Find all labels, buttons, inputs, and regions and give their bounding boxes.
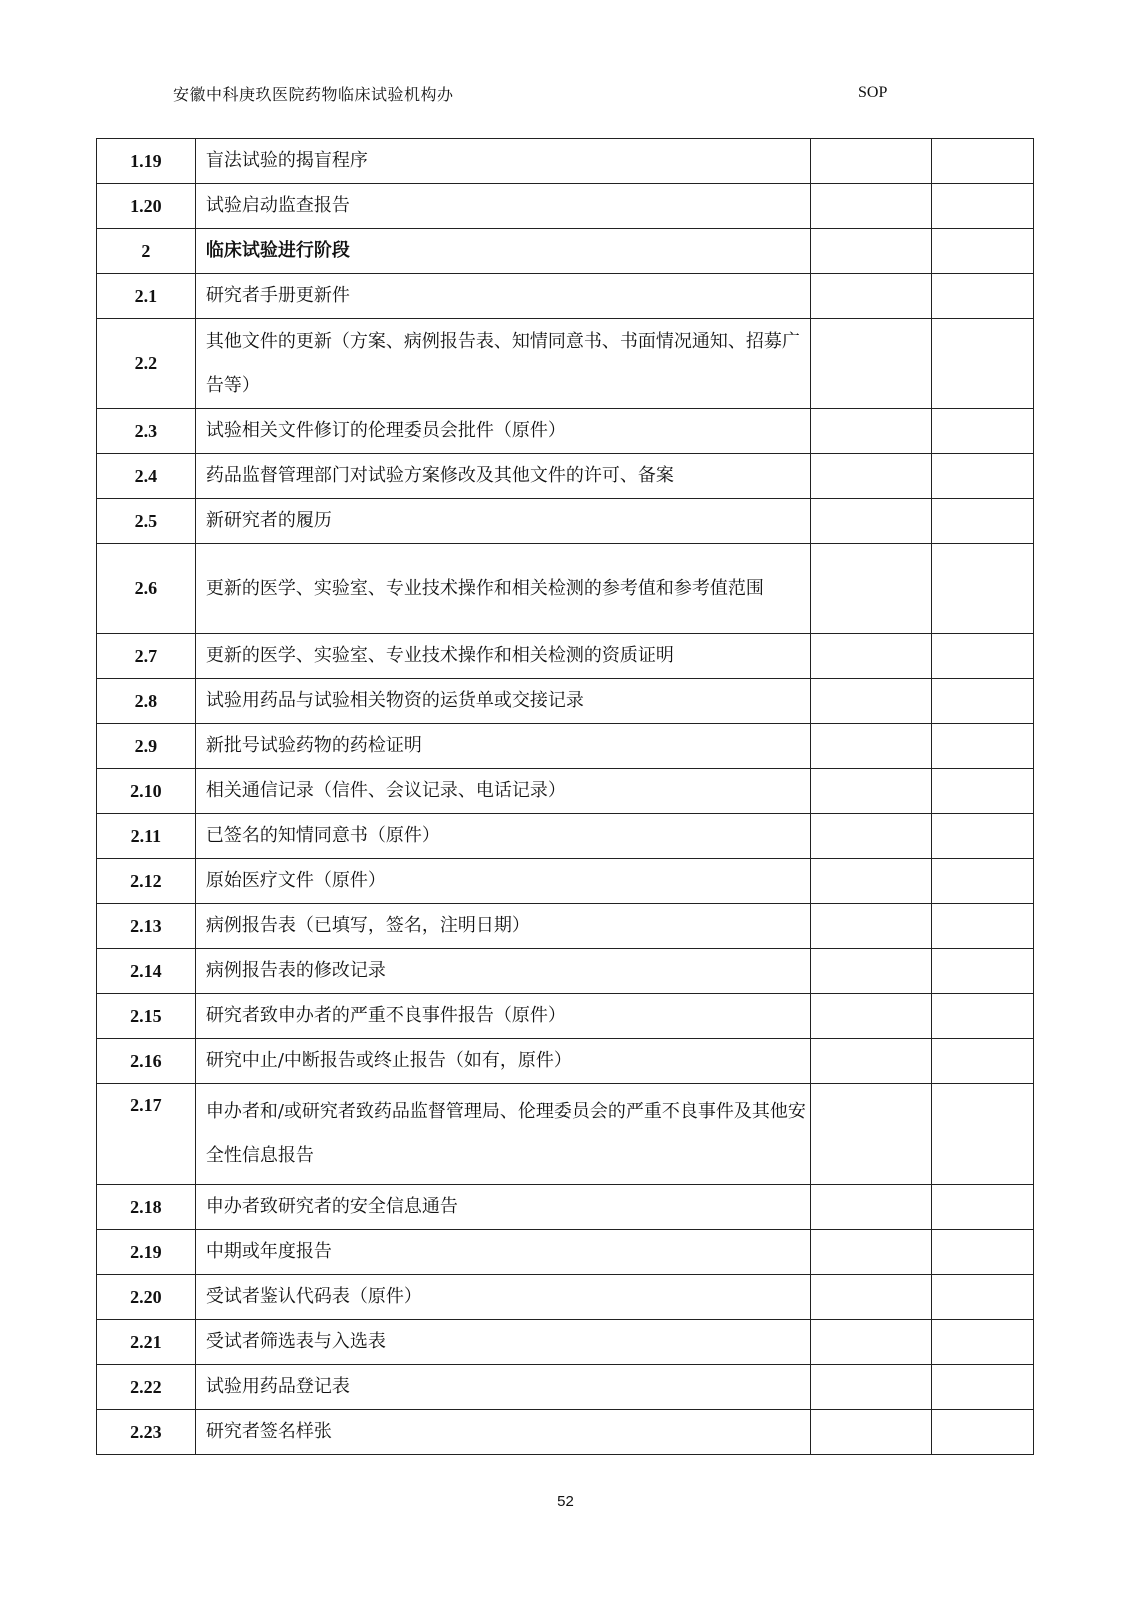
row-description: 申办者致研究者的安全信息通告 (195, 1185, 810, 1230)
header-organization: 安徽中科庚玖医院药物临床试验机构办 (173, 85, 454, 104)
check-cell (811, 679, 932, 724)
check-cell (932, 499, 1034, 544)
row-number: 2.8 (97, 679, 196, 724)
row-description: 中期或年度报告 (195, 1230, 810, 1275)
check-cell (811, 229, 932, 274)
row-description: 盲法试验的揭盲程序 (195, 139, 810, 184)
check-cell (932, 634, 1034, 679)
row-number: 2.13 (97, 904, 196, 949)
check-cell (811, 1185, 932, 1230)
table-row (97, 994, 1034, 1039)
table-row (97, 319, 1034, 409)
check-cell (811, 1365, 932, 1410)
row-number: 2.21 (97, 1320, 196, 1365)
check-cell (932, 229, 1034, 274)
header-doc-type: SOP (858, 84, 888, 101)
row-number: 2.17 (97, 1084, 196, 1185)
check-cell (811, 724, 932, 769)
check-cell (932, 1365, 1034, 1410)
row-description: 新批号试验药物的药检证明 (195, 724, 810, 769)
row-description: 更新的医学、实验室、专业技术操作和相关检测的资质证明 (195, 634, 810, 679)
row-number: 2.19 (97, 1230, 196, 1275)
check-cell (811, 634, 932, 679)
row-description: 研究者签名样张 (195, 1410, 810, 1455)
table-row (97, 724, 1034, 769)
table-row (97, 679, 1034, 724)
table-row (97, 184, 1034, 229)
row-description: 相关通信记录（信件、会议记录、电话记录） (195, 769, 810, 814)
section-row (97, 229, 1034, 274)
table-row (97, 634, 1034, 679)
row-number: 2.12 (97, 859, 196, 904)
row-number: 2.22 (97, 1365, 196, 1410)
check-cell (932, 994, 1034, 1039)
row-number: 2.20 (97, 1275, 196, 1320)
row-description: 已签名的知情同意书（原件） (195, 814, 810, 859)
row-description: 试验相关文件修订的伦理委员会批件（原件） (195, 409, 810, 454)
check-cell (811, 769, 932, 814)
check-cell (932, 769, 1034, 814)
row-number: 2.18 (97, 1185, 196, 1230)
table-row (97, 1230, 1034, 1275)
row-number: 1.20 (97, 184, 196, 229)
check-cell (811, 409, 932, 454)
check-cell (932, 454, 1034, 499)
row-number: 2.23 (97, 1410, 196, 1455)
check-cell (811, 859, 932, 904)
check-cell (811, 1320, 932, 1365)
check-cell (811, 544, 932, 634)
row-description: 病例报告表（已填写，签名，注明日期） (195, 904, 810, 949)
table-row (97, 949, 1034, 994)
check-cell (811, 904, 932, 949)
check-cell (932, 184, 1034, 229)
check-cell (932, 904, 1034, 949)
table-row (97, 904, 1034, 949)
check-cell (811, 139, 932, 184)
row-number: 2.11 (97, 814, 196, 859)
row-description: 试验用药品与试验相关物资的运货单或交接记录 (195, 679, 810, 724)
check-cell (932, 409, 1034, 454)
check-cell (811, 994, 932, 1039)
check-cell (932, 274, 1034, 319)
check-cell (811, 1230, 932, 1275)
table-row (97, 1084, 1034, 1185)
check-cell (811, 454, 932, 499)
page-number: 52 (557, 1493, 574, 1510)
check-cell (932, 1084, 1034, 1185)
row-number: 2.1 (97, 274, 196, 319)
check-cell (932, 544, 1034, 634)
row-description: 研究中止/中断报告或终止报告（如有，原件） (195, 1039, 810, 1084)
row-description: 研究者手册更新件 (195, 274, 810, 319)
check-cell (932, 814, 1034, 859)
check-cell (811, 184, 932, 229)
table-row (97, 1039, 1034, 1084)
row-number: 2.16 (97, 1039, 196, 1084)
check-cell (932, 139, 1034, 184)
check-cell (932, 1039, 1034, 1084)
check-cell (932, 1185, 1034, 1230)
row-number: 2.4 (97, 454, 196, 499)
check-cell (932, 1275, 1034, 1320)
row-number: 2.3 (97, 409, 196, 454)
row-number: 1.19 (97, 139, 196, 184)
table-row (97, 499, 1034, 544)
row-description: 药品监督管理部门对试验方案修改及其他文件的许可、备案 (195, 454, 810, 499)
row-number: 2.6 (97, 544, 196, 634)
row-description: 受试者鉴认代码表（原件） (195, 1275, 810, 1320)
table-row (97, 1410, 1034, 1455)
row-description: 新研究者的履历 (195, 499, 810, 544)
row-number: 2.10 (97, 769, 196, 814)
row-description: 申办者和/或研究者致药品监督管理局、伦理委员会的严重不良事件及其他安全性信息报告 (195, 1084, 810, 1185)
table-row (97, 139, 1034, 184)
row-description: 受试者筛选表与入选表 (195, 1320, 810, 1365)
table-row (97, 1275, 1034, 1320)
row-number: 2.7 (97, 634, 196, 679)
table-row (97, 544, 1034, 634)
table-row (97, 1320, 1034, 1365)
check-cell (811, 814, 932, 859)
row-description: 试验启动监查报告 (195, 184, 810, 229)
row-description: 研究者致申办者的严重不良事件报告（原件） (195, 994, 810, 1039)
table-row (97, 769, 1034, 814)
row-number: 2.5 (97, 499, 196, 544)
row-number: 2.9 (97, 724, 196, 769)
table-row (97, 409, 1034, 454)
row-description: 试验用药品登记表 (195, 1365, 810, 1410)
row-description: 原始医疗文件（原件） (195, 859, 810, 904)
check-cell (932, 859, 1034, 904)
check-cell (932, 724, 1034, 769)
table-row (97, 859, 1034, 904)
table-row (97, 1365, 1034, 1410)
check-cell (932, 319, 1034, 409)
check-cell (932, 1230, 1034, 1275)
check-cell (811, 1039, 932, 1084)
check-cell (811, 319, 932, 409)
row-number: 2.15 (97, 994, 196, 1039)
row-description: 病例报告表的修改记录 (195, 949, 810, 994)
check-cell (811, 949, 932, 994)
check-cell (811, 499, 932, 544)
check-cell (932, 679, 1034, 724)
row-number: 2.14 (97, 949, 196, 994)
table-row (97, 814, 1034, 859)
row-number: 2 (97, 229, 196, 274)
row-description: 其他文件的更新（方案、病例报告表、知情同意书、书面情况通知、招募广告等） (195, 319, 810, 409)
section-title: 临床试验进行阶段 (195, 229, 810, 274)
row-number: 2.2 (97, 319, 196, 409)
table-row (97, 1185, 1034, 1230)
check-cell (932, 1410, 1034, 1455)
check-cell (811, 274, 932, 319)
check-cell (811, 1084, 932, 1185)
table-row (97, 274, 1034, 319)
check-cell (811, 1410, 932, 1455)
check-cell (932, 949, 1034, 994)
table-row (97, 454, 1034, 499)
document-checklist-table (96, 138, 1034, 1455)
check-cell (811, 1275, 932, 1320)
row-description: 更新的医学、实验室、专业技术操作和相关检测的参考值和参考值范围 (195, 544, 810, 634)
check-cell (932, 1320, 1034, 1365)
